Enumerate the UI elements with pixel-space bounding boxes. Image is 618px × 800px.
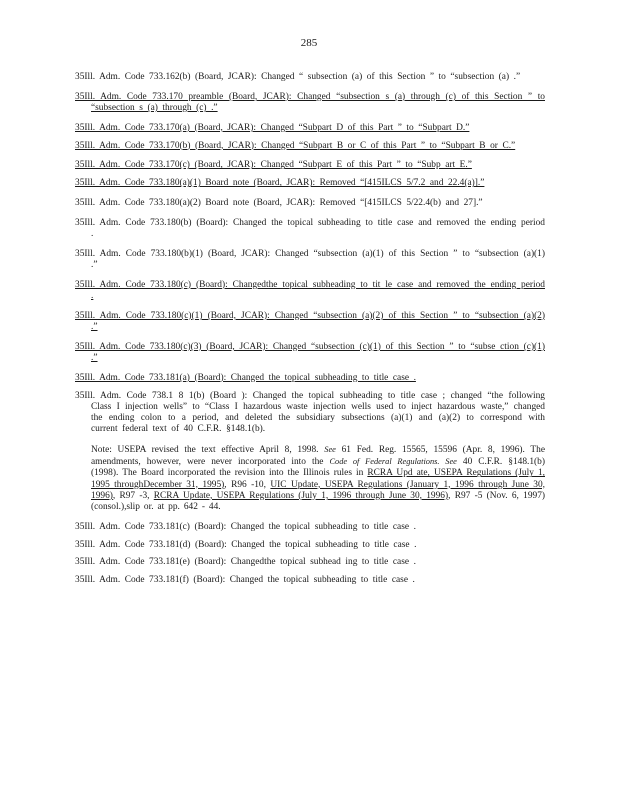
rulemaking-title: UIC Update, USEPA Regulations (January 1, 1996 through June 30, 1996) [91, 479, 546, 501]
note-citation-see: See [324, 444, 336, 454]
amendment-entry: 35Ill. Adm. Code 733.180(c)(3) (Board, JCAR): Changed “subsection (c)(1) of this Section ” to “subse ction (c)(1) .” [75, 341, 545, 363]
amendment-entry: 35Ill. Adm. Code 733.170(a) (Board, JCAR): Changed “Subpart D of this Part ” to “Subpart D.” [75, 122, 470, 133]
usepa-note [91, 444, 545, 513]
amendment-entry: 35Ill. Adm. Code 733.180(b)(1) (Board, JCAR): Changed “subsection (a)(1) of this Section ” to “subsection (a)(1) .” [75, 248, 545, 270]
docket-number: , R97 -3, [112, 490, 150, 501]
amendment-entry: 35Ill. Adm. Code 733.170(b) (Board, JCAR): Changed “Subpart B or C of this Part ” to “Subpart B or C.” [75, 140, 516, 151]
amendment-list [75, 72, 545, 593]
docket-number: , R96 -10, [224, 479, 266, 490]
note-citation-cfr: Code of Federal Regulations [329, 457, 438, 467]
amendment-entry: 35Ill. Adm. Code 733.181(d) (Board): Changed the topical subheading to title case . [75, 539, 417, 550]
rulemaking-title: RCRA Update, USEPA Regulations (July 1, 1996 through June 30, 1996) [153, 490, 449, 501]
amendment-entry: 35Ill. Adm. Code 733.180(c)(1) (Board, JCAR): Changed “subsection (a)(2) of this Section ” to “subsection (a)(2) .” [75, 310, 545, 332]
note-text: 40 C.F.R. §148.1(b) (1998). The Board incorporated the revision into the Illinois rules in [91, 457, 545, 479]
amendment-entry: 35Ill. Adm. Code 733.181(e) (Board): Changedthe topical subhead ing to title case . [75, 557, 416, 568]
amendment-entry: 35Ill. Adm. Code 733.180(a)(2) Board note (Board, JCAR): Removed “[415ILCS 5/22.4(b) and 27].” [75, 197, 483, 208]
amendment-entry: 35Ill. Adm. Code 733.181(a) (Board): Changed the topical subheading to title case . [75, 372, 416, 383]
amendment-entry: 35Ill. Adm. Code 733.180(a)(1) Board note (Board, JCAR): Removed “[415ILCS 5/7.2 and 22.4(a)].” [75, 178, 485, 189]
note-text: 61 Fed. Reg. 15565, 15596 (Apr. 8, 1996). The amendments, however, were never incorporated into the [91, 444, 545, 468]
note-text: Note: USEPA revised the text effective April 8, 1998. [91, 444, 319, 455]
amendment-entry: 35Ill. Adm. Code 738.1 8 1(b) (Board ): Changed the topical subheading to title case ; changed “the following Class I injection wells” to “Class I hazardous waste injection wells used to inject hazardous waste,” changed the ending colon to a period, and deleted the subsidiary subsections (a)(1) and (a)(2) to correspond with current federal text of 40 C.F.R. §148.1(b). [75, 390, 545, 435]
amendment-entry: 35Ill. Adm. Code 733.180(b) (Board): Changed the topical subheading to title case and removed the ending period . [75, 217, 545, 239]
amendment-entry: 35Ill. Adm. Code 733.181(f) (Board): Changed the topical subheading to title case . [75, 575, 415, 586]
note-citation-see: . See [437, 457, 457, 467]
rulemaking-title: RCRA Upd ate, USEPA Regulations (July 1, 1995 throughDecember 31, 1995) [91, 468, 545, 490]
docket-number: , R97 -5 (Nov. 6, 1997) (consol.),slip or. at pp. 642 - 44. [91, 490, 546, 512]
amendment-entry: 35Ill. Adm. Code 733.162(b) (Board, JCAR): Changed “ subsection (a) of this Section ” to “subsection (a) .” [75, 72, 521, 82]
page-number: 285 [300, 37, 318, 49]
amendment-entry: 35Ill. Adm. Code 733.181(c) (Board): Changed the topical subheading to title case . [75, 521, 416, 532]
amendment-entry: 35Ill. Adm. Code 733.170 preamble (Board, JCAR): Changed “subsection s (a) through (c) of this Section ” to “subsection s (a) through (c) .” [75, 91, 545, 113]
amendment-entry: 35Ill. Adm. Code 733.180(c) (Board): Changedthe topical subheading to tit le case and removed the ending period . [75, 279, 545, 301]
amendment-entry: 35Ill. Adm. Code 733.170(c) (Board, JCAR): Changed “Subpart E of this Part ” to “Subp art E.” [75, 160, 472, 171]
